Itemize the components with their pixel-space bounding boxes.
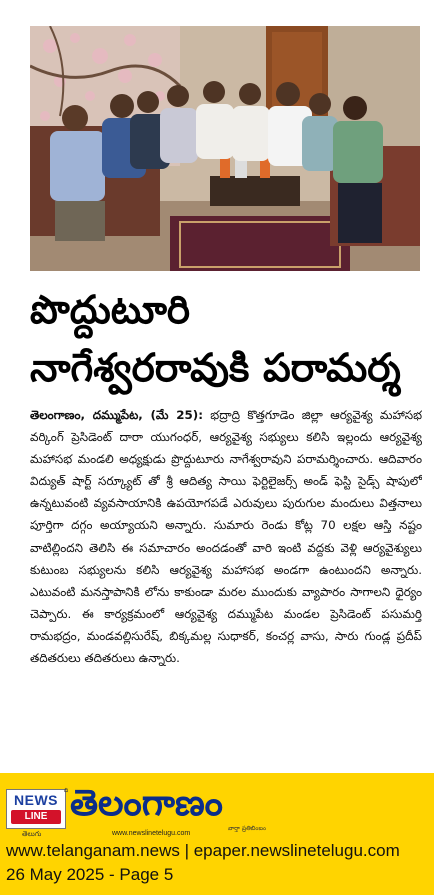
masthead-prefix: ది [64, 787, 69, 794]
logo-news-text: NEWS [14, 792, 58, 808]
masthead-tagline: వార్తా ప్రతిబింబం [228, 825, 266, 832]
article-headline [30, 282, 422, 398]
article-body [30, 404, 422, 736]
masthead-title: తెలంగాణం [70, 783, 223, 824]
logo-line-text: LINE [11, 810, 61, 824]
article-dateline: తెలంగాణం, దమ్ముపేట, (మే 25): [30, 408, 203, 422]
epaper-footer [0, 773, 434, 895]
news-photo [30, 26, 420, 271]
footer-websites: www.telanganam.news | epaper.newslinetelugu.com [6, 841, 400, 860]
logo-subtitle: తెలుగు [22, 830, 42, 838]
newsline-logo [6, 787, 69, 829]
headline-line-2: నాగేశ్వరరావుకి పరామర్శ [30, 346, 401, 391]
article-body-text: భద్రాద్రి కొత్తగూడెం జిల్లా ఆర్యవైశ్య మహాసభ వర్కింగ్ ప్రెసిడెంట్ దారా యుగంధర్, ఆర్యవైశ్య సభ్యులు కలిసి ఇల్లందు ఆర్యవైశ్య మహాసభ మండలి అధ్యక్షుడు ప్రొద్దుటూరు నాగేశ్వరావుని పరామర్శించారు. ఆదివారం విద్యుత్ షార్ట్ సర్క్యూట్ తో శ్రీ ఆదిత్య సాయి ఫెర్టిలైజర్స్ అండ్ ఫెస్టి సైడ్స్ షాపులో ఉన్నటువంటి వ్యవసాయానికి ఉపయోగపడే ఎరువులు పురుగుల మందులు విత్తనాలు పూర్తిగా దగ్గం అయ్యాయని అన్నారు. సుమారు రెండు కోట్ల 70 లక్షల ఆస్తి నష్టం వాటిల్లిందని తెలిసి ఈ సమాచారం అందడంతో వారి ఇంటి వద్దకు వెళ్లి ఆర్యవైశ్యులు కుటుంబ సభ్యులను కలిసి ఆర్యవైశ్య మహాసభ అండగా ఉంటుందని అన్నారు. ఎటువంటి మనస్తాపానికి లోను కాకుండా మరల ముందుకు వ్యాపారం సాగాలని ధైర్యం చెప్పారు. ఈ కార్యక్రమంలో ఆర్యవైశ్య దమ్ముపేట మండల ప్రెసిడెంట్ పసుమర్తి రామభద్రం, మండవల్లిసురేష్, బిక్కమల్ల సుధాకర్, కంచర్ల వాసు, సారు గుండ్ల ప్రదీప్ తదితరులు తదితరులు ఉన్నారు. [30, 408, 422, 666]
masthead-url: www.newslinetelugu.com [112, 830, 191, 837]
headline-line-1: పొద్దుటూరి [30, 288, 191, 333]
footer-date-page: 26 May 2025 - Page 5 [6, 865, 174, 884]
